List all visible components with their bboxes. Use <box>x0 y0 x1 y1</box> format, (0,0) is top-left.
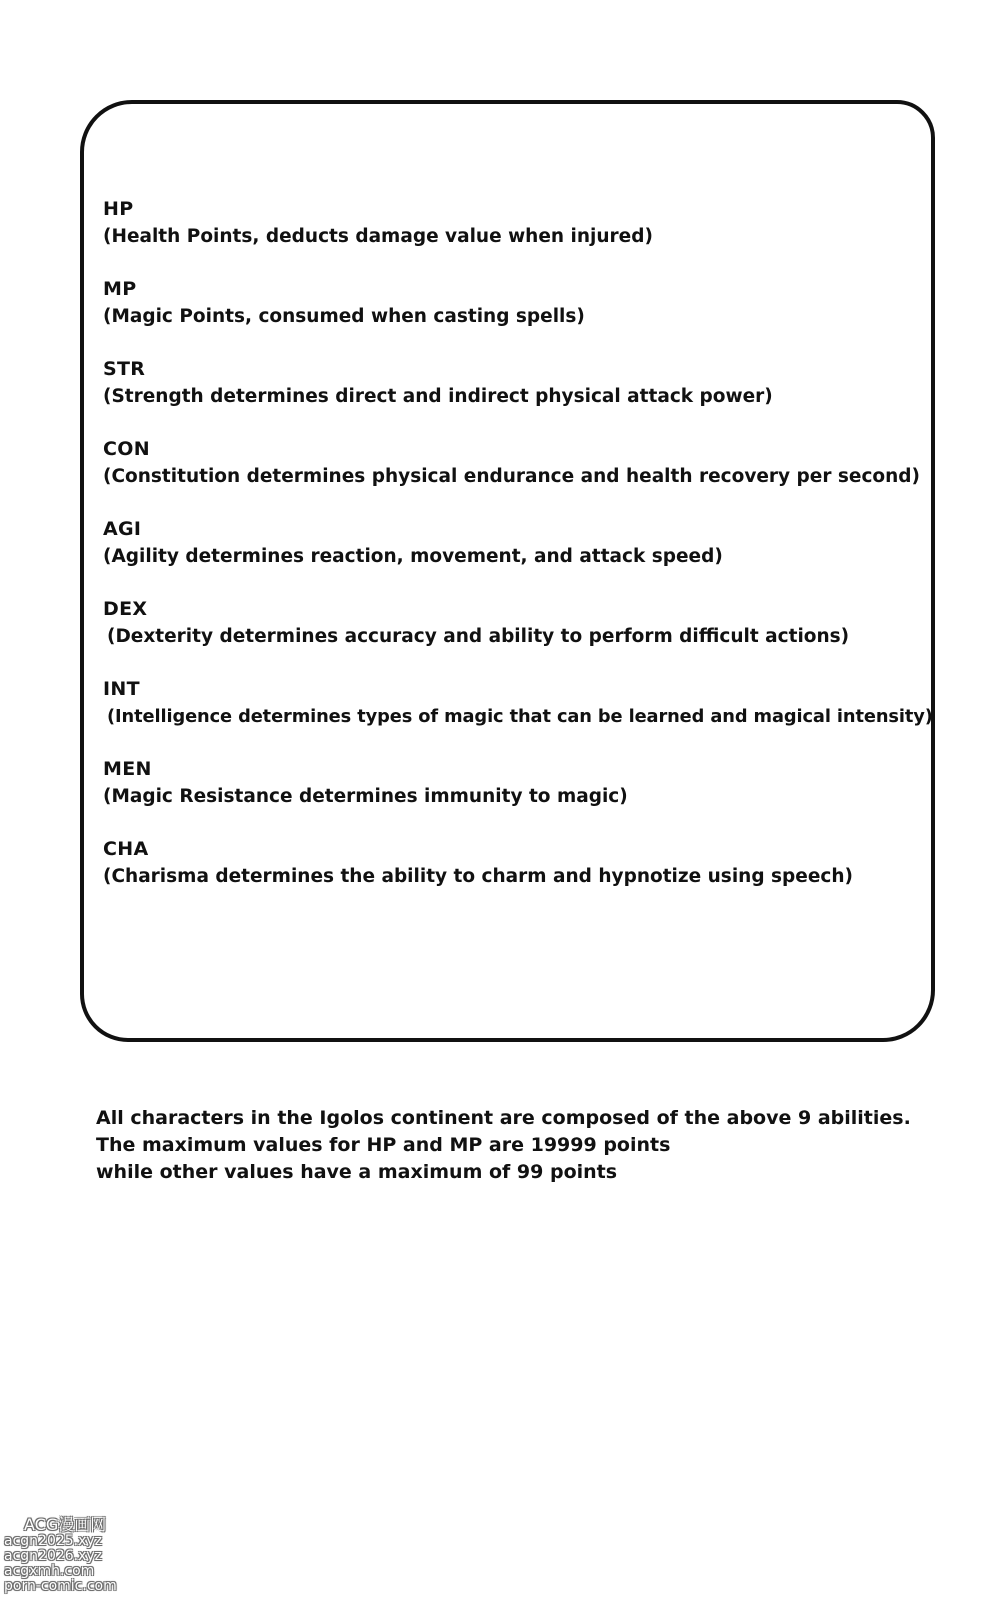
ability-abbr: CHA <box>103 838 149 860</box>
watermark-title: ACG漫画网 <box>24 1515 107 1534</box>
watermark-url: porn-comic.com <box>4 1578 117 1594</box>
ability-agi <box>103 516 943 596</box>
ability-str <box>103 356 943 436</box>
note-line-abilities: All characters in the Igolos continent are composed of the above 9 abilities. <box>96 1107 911 1129</box>
ability-description: (Constitution determines physical endurance and health recovery per second) <box>103 466 921 487</box>
site-watermark <box>4 1516 130 1594</box>
watermark-url: acgn2026.xyz <box>4 1548 103 1564</box>
ability-abbr: AGI <box>103 518 142 540</box>
ability-description: (Strength determines direct and indirect physical attack power) <box>103 386 773 407</box>
note-line-hp-mp-max: The maximum values for HP and MP are 19999 points <box>96 1134 671 1156</box>
ability-abbr: MP <box>103 278 137 300</box>
ability-con <box>103 436 943 516</box>
ability-abbr: DEX <box>103 598 148 620</box>
ability-mp <box>103 276 943 356</box>
ability-description: (Magic Resistance determines immunity to magic) <box>103 786 628 807</box>
ability-list <box>103 196 943 916</box>
ability-hp <box>103 196 943 276</box>
watermark-url: acgn2025.xyz <box>4 1533 103 1549</box>
ability-description: (Agility determines reaction, movement, and attack speed) <box>103 546 723 567</box>
ability-notes <box>96 1105 956 1186</box>
ability-abbr: CON <box>103 438 150 460</box>
ability-description: (Intelligence determines types of magic that can be learned and magical intensity) <box>107 706 933 727</box>
ability-description: (Charisma determines the ability to charm and hypnotize using speech) <box>103 866 853 887</box>
ability-abbr: STR <box>103 358 146 380</box>
ability-cha <box>103 836 943 916</box>
ability-description: (Health Points, deducts damage value when injured) <box>103 226 653 247</box>
ability-int <box>103 676 943 756</box>
ability-abbr: MEN <box>103 758 152 780</box>
ability-abbr: INT <box>103 678 140 700</box>
note-line-other-max: while other values have a maximum of 99 points <box>96 1161 618 1183</box>
ability-description: (Dexterity determines accuracy and ability to perform difficult actions) <box>107 626 850 647</box>
ability-men <box>103 756 943 836</box>
ability-abbr: HP <box>103 198 134 220</box>
ability-description: (Magic Points, consumed when casting spells) <box>103 306 585 327</box>
watermark-url: acgxmh.com <box>4 1563 95 1579</box>
ability-dex <box>103 596 943 676</box>
